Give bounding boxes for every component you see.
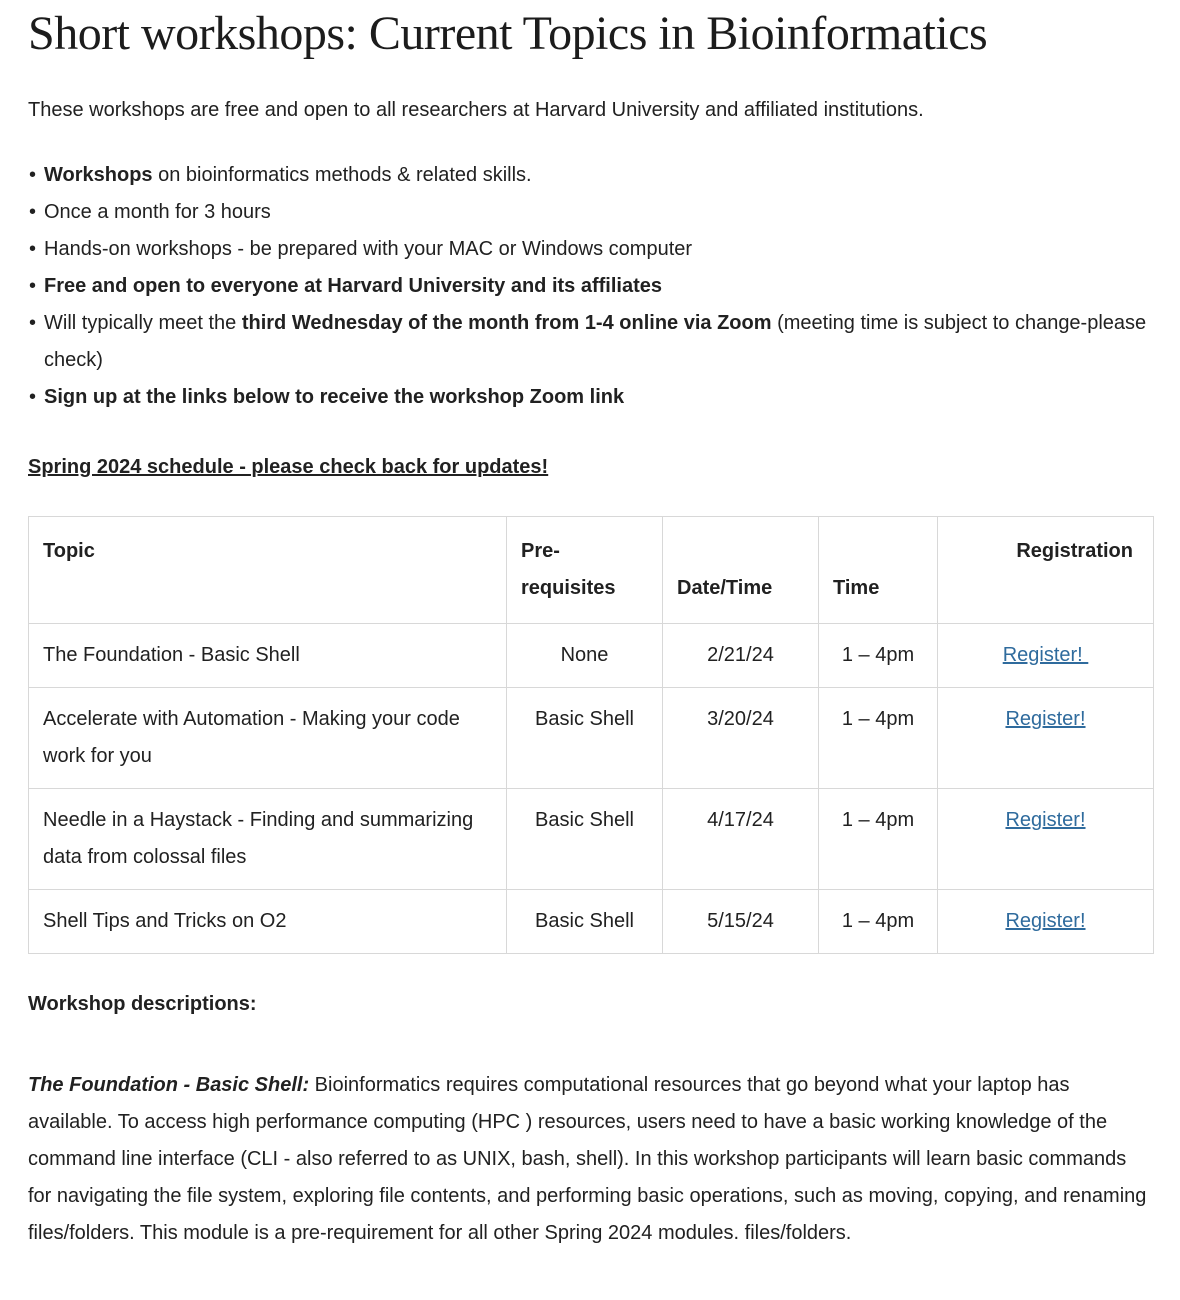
time-cell: 1 – 4pm bbox=[819, 788, 938, 889]
time-cell: 1 – 4pm bbox=[819, 687, 938, 788]
workshop-bullet bbox=[28, 194, 1152, 231]
table-row bbox=[29, 623, 1154, 687]
column-header-prerequisites: Pre-requisites bbox=[507, 516, 663, 623]
workshop-bullet-list bbox=[28, 157, 1152, 416]
topic-cell: Shell Tips and Tricks on O2 bbox=[29, 889, 507, 953]
bullet-text-segment: (meeting time is subject to change-please check) bbox=[44, 311, 1147, 371]
bullet-text-segment: Free and open to everyone at Harvard University and its affiliates bbox=[44, 274, 662, 297]
bullet-text-segment: Once a month for 3 hours bbox=[44, 200, 271, 223]
page-content bbox=[28, 6, 1152, 1252]
registration-cell bbox=[938, 687, 1154, 788]
schedule-table bbox=[28, 516, 1154, 954]
register-link[interactable]: Register! bbox=[1005, 909, 1086, 932]
page-title: Short workshops: Current Topics in Bioinformatics bbox=[28, 7, 988, 60]
bullet-text-segment: Hands-on workshops - be prepared with your MAC or Windows computer bbox=[44, 237, 693, 260]
workshop-bullet bbox=[28, 379, 1152, 416]
column-header-date-time: Date/Time bbox=[663, 516, 819, 623]
time-cell: 1 – 4pm bbox=[819, 623, 938, 687]
topic-cell: Needle in a Haystack - Finding and summarizing data from colossal files bbox=[29, 788, 507, 889]
workshop-description bbox=[28, 1067, 1152, 1252]
time-cell: 1 – 4pm bbox=[819, 889, 938, 953]
workshop-bullet bbox=[28, 157, 1152, 194]
intro-paragraph: These workshops are free and open to all researchers at Harvard University and affiliated institutions. bbox=[28, 98, 924, 121]
description-body: Bioinformatics requires computational resources that go beyond what your laptop has available. To access high performance computing (HPC ) resources, users need to have a basic working knowledge of the command line interface (CLI - also referred to as UNIX, bash, shell). In this workshop participants will learn basic commands for navigating the file system, exploring file contents, and performing basic operations, such as moving, copying, and renaming files/folders. This module is a pre-requirement for all other Spring 2024 modules. files/folders. bbox=[28, 1073, 1147, 1244]
table-row bbox=[29, 687, 1154, 788]
topic-cell: Accelerate with Automation - Making your code work for you bbox=[29, 687, 507, 788]
descriptions-heading: Workshop descriptions: bbox=[28, 992, 257, 1015]
date-cell: 4/17/24 bbox=[663, 788, 819, 889]
registration-cell bbox=[938, 889, 1154, 953]
prerequisites-cell: Basic Shell bbox=[507, 788, 663, 889]
workshop-bullet bbox=[28, 305, 1152, 379]
table-row bbox=[29, 889, 1154, 953]
column-header-topic: Topic bbox=[29, 516, 507, 623]
prerequisites-cell: Basic Shell bbox=[507, 889, 663, 953]
registration-cell bbox=[938, 623, 1154, 687]
schedule-heading: Spring 2024 schedule - please check back for updates! bbox=[28, 455, 549, 478]
column-header-time: Time bbox=[819, 516, 938, 623]
register-link[interactable]: Register! bbox=[1005, 707, 1086, 730]
workshop-bullet bbox=[28, 268, 1152, 305]
header-row bbox=[29, 516, 1154, 623]
bullet-text-segment: Sign up at the links below to receive the workshop Zoom link bbox=[44, 385, 625, 408]
register-link[interactable]: Register! bbox=[1002, 643, 1089, 666]
date-cell: 5/15/24 bbox=[663, 889, 819, 953]
workshop-bullet bbox=[28, 231, 1152, 268]
date-cell: 2/21/24 bbox=[663, 623, 819, 687]
topic-cell: The Foundation - Basic Shell bbox=[29, 623, 507, 687]
date-cell: 3/20/24 bbox=[663, 687, 819, 788]
table-row bbox=[29, 788, 1154, 889]
column-header-registration: Registration bbox=[938, 516, 1154, 623]
registration-cell bbox=[938, 788, 1154, 889]
bullet-text-segment: third Wednesday of the month from 1-4 online via Zoom bbox=[241, 311, 772, 334]
schedule-table-header bbox=[29, 516, 1154, 623]
schedule-table-body bbox=[29, 623, 1154, 953]
bullet-text-segment: on bioinformatics methods & related skills. bbox=[152, 163, 532, 186]
description-lead: The Foundation - Basic Shell: bbox=[28, 1073, 310, 1096]
bullet-text-segment: Workshops bbox=[44, 163, 153, 186]
prerequisites-cell: None bbox=[507, 623, 663, 687]
prerequisites-cell: Basic Shell bbox=[507, 687, 663, 788]
bullet-text-segment: Will typically meet the bbox=[44, 311, 242, 334]
register-link[interactable]: Register! bbox=[1005, 808, 1086, 831]
